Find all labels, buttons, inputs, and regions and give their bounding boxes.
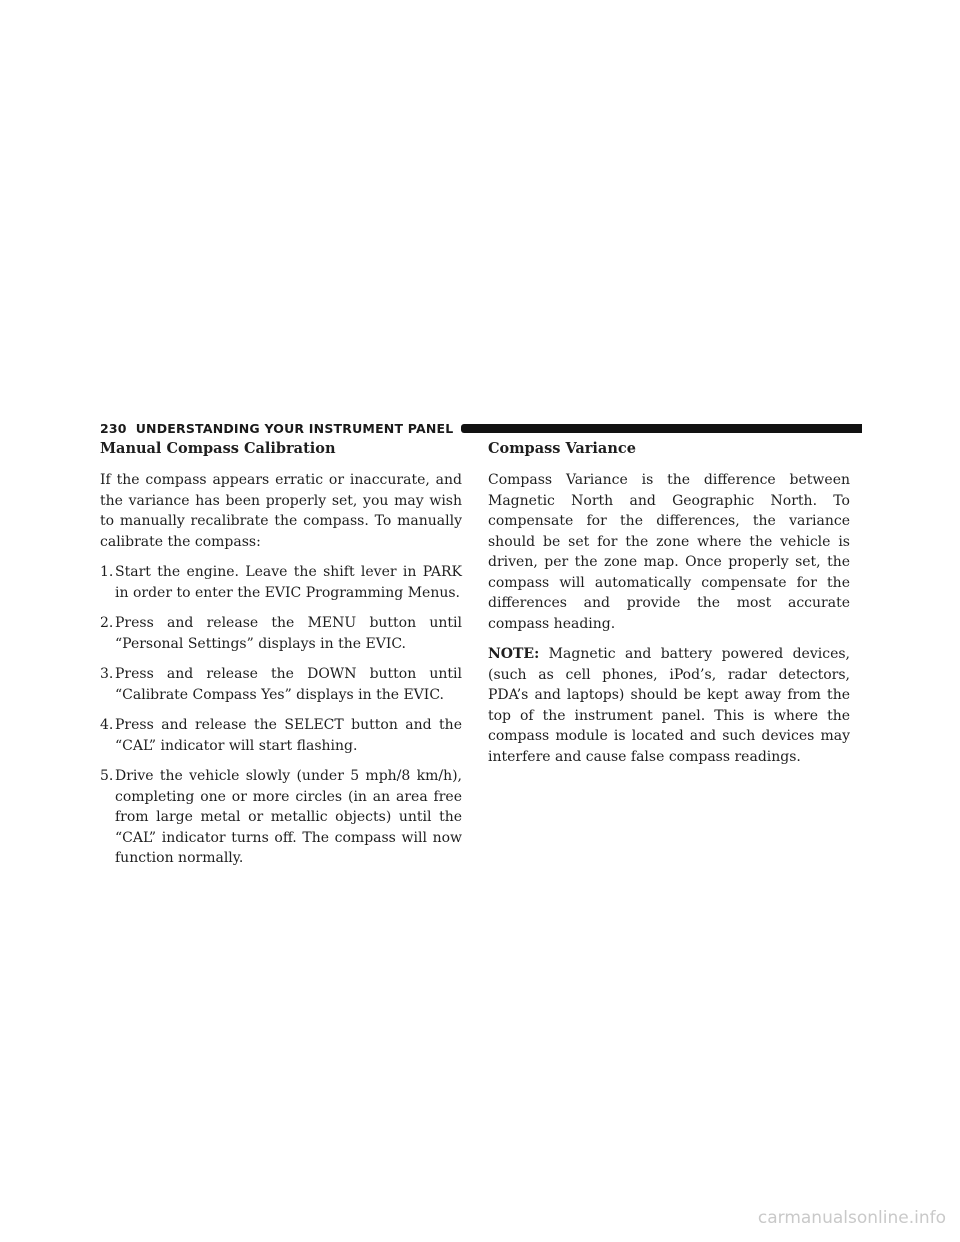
section-title: UNDERSTANDING YOUR INSTRUMENT PANEL [135,420,454,436]
watermark: carmanualsonline.info [757,1208,946,1228]
header-rule [461,424,862,433]
variance-paragraph: Compass Variance is the difference between Magnetic North and Geographic North. To compensate for the differences, the variance should be set for the zone where the vehicle is driven, per the zone map. Once properly set, the compass will automatically compensate for the differences and provide the most accurate compass heading. [488,472,850,632]
list-item: 3. Press and release the DOWN button until “Calibrate Compass Yes” displays in the EVIC. [100,666,462,703]
manual-calibration-heading: Manual Compass Calibration [100,440,336,457]
page-header [100,420,862,436]
left-column [100,440,462,879]
list-item: 2. Press and release the MENU button until “Personal Settings” displays in the EVIC. [100,615,462,652]
compass-variance-heading: Compass Variance [488,440,636,457]
calibration-intro: If the compass appears erratic or inaccurate, and the variance has been properly set, you may wish to manually recalibrate the compass. To manually calibrate the compass: [100,472,462,550]
list-item: 5. Drive the vehicle slowly (under 5 mph/8 km/h), completing one or more circles (in an area free from large metal or metallic objects) until the “CAL” indicator turns off. The compass will now function normally. [100,768,462,866]
page-number: 230 [100,420,127,436]
list-item: 4. Press and release the SELECT button and the “CAL” indicator will start flashing. [100,717,462,754]
note-label: NOTE: [488,646,540,662]
note-text: Magnetic and battery powered devices, (such as cell phones, iPod’s, radar detectors, PDA’s and laptops) should be kept away from the top of the instrument panel. This is where the compass module is located and such devices may interfere and cause false compass readings. [488,646,850,765]
right-column [488,440,850,777]
calibration-steps [100,562,462,869]
list-item: 1. Start the engine. Leave the shift lever in PARK in order to enter the EVIC Programming Menus. [100,564,462,601]
note-paragraph [488,644,850,767]
